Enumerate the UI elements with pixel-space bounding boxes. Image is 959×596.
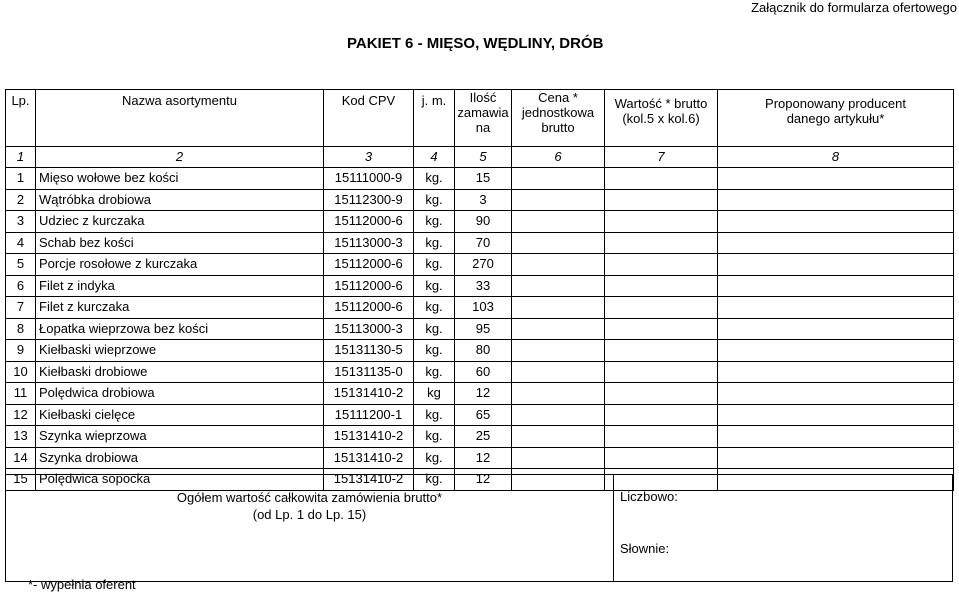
row-name: Filet z kurczaka [36,297,324,319]
footnote: *- wypełnia oferent [28,577,136,592]
row-name: Kiełbaski drobiowe [36,361,324,383]
row-name: Wątróbka drobiowa [36,189,324,211]
row-cpv: 15131130-5 [324,340,414,362]
row-name: Porcje rosołowe z kurczaka [36,254,324,276]
header-value-line: Wartość * brutto [614,96,708,111]
header-price [512,90,605,147]
row-qty: 25 [455,426,512,448]
column-number: 3 [324,147,414,168]
row-value [605,340,718,362]
table-row [6,361,954,383]
row-cpv: 15131410-2 [324,426,414,448]
row-name: Schab bez kości [36,232,324,254]
row-price [512,447,605,469]
row-unit: kg. [414,340,455,362]
header-producer-line: danego artykułu* [786,111,885,126]
row-qty: 33 [455,275,512,297]
row-lp: 5 [6,254,36,276]
row-producer [718,383,954,405]
row-producer [718,297,954,319]
column-number: 4 [414,147,455,168]
row-price [512,383,605,405]
row-name: Szynka drobiowa [36,447,324,469]
row-producer [718,447,954,469]
header-price-line: brutto [541,120,575,135]
row-lp: 12 [6,404,36,426]
row-unit: kg [414,383,455,405]
table-row [6,211,954,233]
row-name: Kiełbaski wieprzowe [36,340,324,362]
header-qty-line: Ilość [469,90,497,105]
row-producer [718,189,954,211]
row-price [512,254,605,276]
header-lp: Lp. [6,90,36,147]
row-value [605,275,718,297]
row-value [605,318,718,340]
header-qty-line: zamawia [457,105,509,120]
total-words-label: Słownie: [620,541,670,556]
table-row [6,318,954,340]
row-lp: 6 [6,275,36,297]
row-unit: kg. [414,447,455,469]
total-label-line: Ogółem wartość całkowita zamówienia brutto* [176,490,443,505]
row-price [512,340,605,362]
row-value [605,426,718,448]
row-value [605,361,718,383]
row-price [512,211,605,233]
row-unit: kg. [414,404,455,426]
row-cpv: 15112000-6 [324,211,414,233]
row-value [605,297,718,319]
table-row [6,383,954,405]
row-qty: 65 [455,404,512,426]
row-lp: 11 [6,383,36,405]
row-name: Udziec z kurczaka [36,211,324,233]
row-value [605,232,718,254]
row-producer [718,254,954,276]
row-unit: kg. [414,297,455,319]
page-title: PAKIET 6 - MIĘSO, WĘDLINY, DRÓB [347,35,604,52]
column-number: 1 [6,147,36,168]
row-price [512,426,605,448]
row-producer [718,426,954,448]
header-qty-line: na [475,120,491,135]
total-label-line: (od Lp. 1 do Lp. 15) [252,507,367,522]
row-lp: 10 [6,361,36,383]
row-price [512,297,605,319]
row-unit: kg. [414,254,455,276]
row-qty: 80 [455,340,512,362]
column-number: 2 [36,147,324,168]
row-price [512,232,605,254]
header-row [6,90,954,147]
column-number: 5 [455,147,512,168]
total-divider [613,475,614,581]
total-label [6,489,613,523]
row-price [512,168,605,190]
row-cpv: 15111000-9 [324,168,414,190]
row-price [512,275,605,297]
row-lp: 13 [6,426,36,448]
row-cpv: 15111200-1 [324,404,414,426]
row-value [605,447,718,469]
row-producer [718,318,954,340]
row-lp: 7 [6,297,36,319]
row-qty: 270 [455,254,512,276]
row-unit: kg. [414,232,455,254]
row-value [605,404,718,426]
row-unit: kg. [414,168,455,190]
row-name: Filet z indyka [36,275,324,297]
row-qty: 103 [455,297,512,319]
row-unit: kg. [414,211,455,233]
row-lp: 8 [6,318,36,340]
header-name: Nazwa asortymentu [36,90,324,147]
row-lp: 9 [6,340,36,362]
table-row [6,275,954,297]
offer-table [5,89,954,491]
row-lp: 15 [6,469,36,491]
row-value [605,383,718,405]
header-price-line: jednostkowa [521,105,595,120]
column-number-row [6,147,954,168]
row-name: Łopatka wieprzowa bez kości [36,318,324,340]
row-name: Kiełbaski cielęce [36,404,324,426]
table-row [6,232,954,254]
table-row [6,340,954,362]
row-cpv: 15113000-3 [324,232,414,254]
row-value [605,254,718,276]
row-unit: kg. [414,361,455,383]
row-lp: 3 [6,211,36,233]
row-lp: 14 [6,447,36,469]
column-number: 8 [718,147,954,168]
row-unit: kg. [414,318,455,340]
row-cpv: 15131410-2 [324,469,414,491]
row-cpv: 15112300-9 [324,189,414,211]
table-row [6,404,954,426]
row-lp: 2 [6,189,36,211]
table-row [6,426,954,448]
row-qty: 15 [455,168,512,190]
row-value [605,168,718,190]
total-numeric-label: Liczbowo: [620,489,678,504]
table-row [6,447,954,469]
row-cpv: 15112000-6 [324,254,414,276]
row-unit: kg. [414,426,455,448]
table-row [6,297,954,319]
column-number: 7 [605,147,718,168]
header-value [605,90,718,147]
row-lp: 1 [6,168,36,190]
table-row [6,168,954,190]
row-qty: 12 [455,447,512,469]
row-value [605,211,718,233]
row-cpv: 15131135-0 [324,361,414,383]
row-producer [718,340,954,362]
header-price-line: Cena * [538,90,578,105]
header-value-line: (kol.5 x kol.6) [622,111,700,126]
row-producer [718,211,954,233]
table-row [6,189,954,211]
column-number: 6 [512,147,605,168]
row-qty: 3 [455,189,512,211]
row-producer [718,275,954,297]
row-lp: 4 [6,232,36,254]
row-name: Polędwica sopocka [36,469,324,491]
row-price [512,361,605,383]
row-unit: kg. [414,189,455,211]
attachment-label: Załącznik do formularza ofertowego [751,0,957,15]
table-row [6,254,954,276]
total-box [5,474,953,582]
row-qty: 60 [455,361,512,383]
row-name: Mięso wołowe bez kości [36,168,324,190]
row-producer [718,361,954,383]
row-cpv: 15112000-6 [324,275,414,297]
header-cpv: Kod CPV [324,90,414,147]
row-cpv: 15113000-3 [324,318,414,340]
row-qty: 90 [455,211,512,233]
row-producer [718,168,954,190]
row-producer [718,404,954,426]
row-price [512,318,605,340]
row-qty: 95 [455,318,512,340]
row-qty: 12 [455,383,512,405]
header-producer-line: Proponowany producent [765,96,906,111]
header-qty [455,90,512,147]
row-value [605,189,718,211]
row-producer [718,232,954,254]
header-unit: j. m. [414,90,455,147]
row-qty: 70 [455,232,512,254]
row-cpv: 15131410-2 [324,383,414,405]
row-name: Szynka wieprzowa [36,426,324,448]
row-unit: kg. [414,275,455,297]
row-qty: 12 [455,469,512,491]
row-name: Polędwica drobiowa [36,383,324,405]
row-cpv: 15131410-2 [324,447,414,469]
header-producer [718,90,954,147]
row-price [512,404,605,426]
row-unit: kg. [414,469,455,491]
row-cpv: 15112000-6 [324,297,414,319]
row-price [512,189,605,211]
